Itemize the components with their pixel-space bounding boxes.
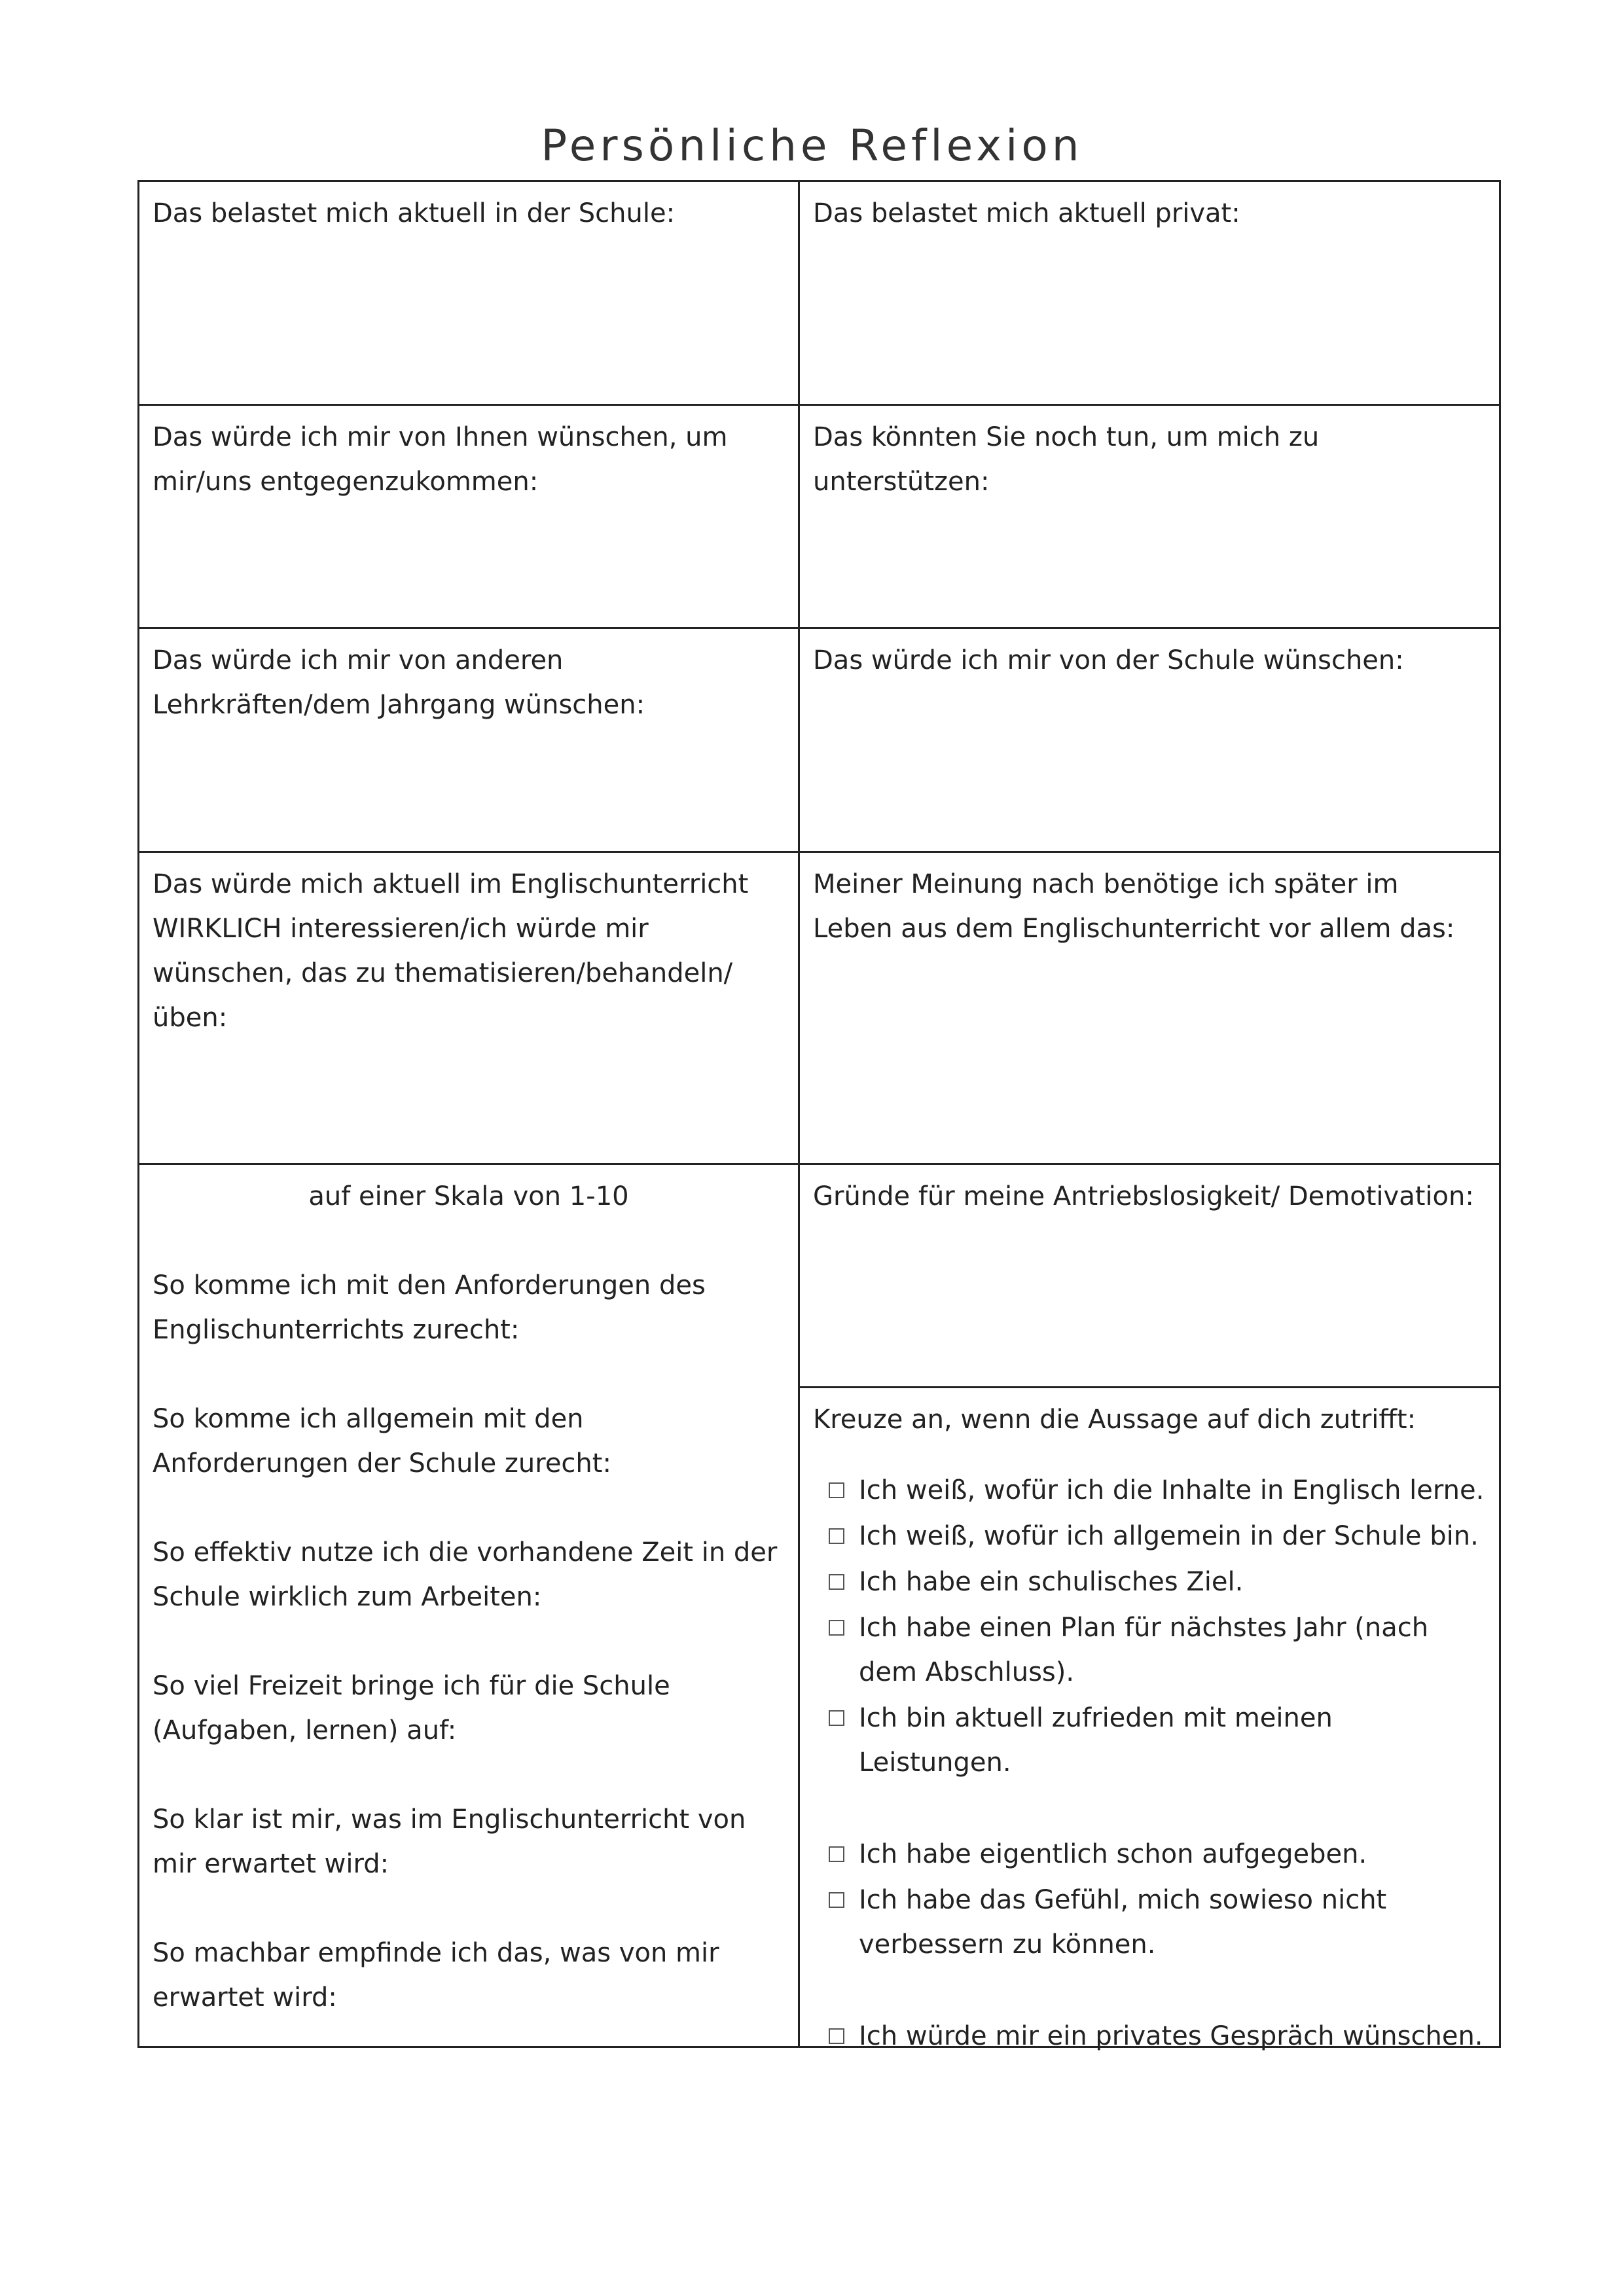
scale-item[interactable]: So klar ist mir, was im Englischunterricht von mir erwartet wird: [153,1804,746,1879]
checklist-item[interactable] [829,1878,1486,1967]
checklist-section [800,1388,1499,2051]
checkbox-icon[interactable] [829,1892,844,1908]
scale-item[interactable]: So komme ich allgemein mit den Anforderungen der Schule zurecht: [153,1404,611,1479]
checklist-item-label: Ich weiß, wofür ich allgemein in der Schule bin. [859,1521,1479,1551]
scale-section [139,1165,800,2046]
scale-item[interactable]: So komme ich mit den Anforderungen des Englischunterrichts zurecht: [153,1270,706,1345]
table-bottom-section [139,1165,1499,2051]
checklist [813,1468,1486,2058]
checkbox-icon[interactable] [829,1574,844,1590]
checkbox-icon[interactable] [829,1620,844,1636]
prompt-school-burden[interactable]: Das belastet mich aktuell in der Schule: [139,182,800,404]
checklist-item[interactable] [829,1605,1486,1695]
checklist-item[interactable] [829,1696,1486,1785]
scale-heading: auf einer Skala von 1-10 [308,1181,629,1211]
checkbox-icon[interactable] [829,1528,844,1544]
scale-item[interactable]: So effektiv nutze ich die vorhandene Zeit in der Schule wirklich zum Arbeiten: [153,1537,778,1612]
prompt-wish-from-teacher[interactable]: Das würde ich mir von Ihnen wünschen, um mir/uns entgegenzukommen: [139,406,800,627]
checklist-item[interactable] [829,1468,1486,1513]
checklist-item-label: Ich habe ein schulisches Ziel. [859,1567,1244,1597]
checklist-item[interactable] [829,1560,1486,1604]
checklist-item-label: Ich würde mir ein privates Gespräch wünschen. [859,2021,1483,2051]
prompt-teacher-support[interactable]: Das könnten Sie noch tun, um mich zu unterstützen: [813,422,1320,497]
checkbox-icon[interactable] [829,2028,844,2044]
prompt-wish-from-other-teachers[interactable]: Das würde ich mir von anderen Lehrkräften/dem Jahrgang wünschen: [139,629,800,851]
page-title: Persönliche Reflexion [541,120,1083,171]
checklist-item[interactable] [829,1514,1486,1558]
scale-item[interactable]: So machbar empfinde ich das, was von mir erwartet wird: [153,1938,719,2013]
checkbox-icon[interactable] [829,1482,844,1498]
prompt-private-burden[interactable]: Das belastet mich aktuell privat: [813,198,1240,228]
checklist-intro: Kreuze an, wenn die Aussage auf dich zutrifft: [813,1405,1416,1435]
table-row [139,406,1499,629]
reflection-table [137,180,1501,2051]
checklist-item-label: Ich habe das Gefühl, mich sowieso nicht verbessern zu können. [859,1885,1387,1960]
checklist-item-label: Ich habe einen Plan für nächstes Jahr (nach dem Abschluss). [859,1613,1429,1687]
scale-item[interactable]: So viel Freizeit bringe ich für die Schule (Aufgaben, lernen) auf: [153,1671,670,1746]
table-row [139,182,1499,406]
checklist-item-label: Ich weiß, wofür ich die Inhalte in Englisch lerne. [859,1475,1485,1505]
prompt-english-interest[interactable]: Das würde mich aktuell im Englischunterricht WIRKLICH interessieren/ich würde mir wünschen, das zu thematisieren/behandeln/üben: [139,853,800,1163]
prompt-english-later-life[interactable]: Meiner Meinung nach benötige ich später im Leben aus dem Englischunterricht vor allem das: [813,869,1455,944]
prompt-wish-from-school[interactable]: Das würde ich mir von der Schule wünschen: [813,645,1404,675]
checklist-item[interactable] [829,1832,1486,1876]
table-row [139,629,1499,853]
table-row [139,853,1499,1165]
checkbox-icon[interactable] [829,1710,844,1726]
checklist-item[interactable] [829,2014,1486,2058]
checklist-item-label: Ich habe eigentlich schon aufgegeben. [859,1839,1367,1869]
checklist-item-label: Ich bin aktuell zufrieden mit meinen Leistungen. [859,1703,1333,1778]
checkbox-icon[interactable] [829,1846,844,1862]
prompt-demotivation-reasons[interactable]: Gründe für meine Antriebslosigkeit/ Demotivation: [800,1165,1499,1388]
